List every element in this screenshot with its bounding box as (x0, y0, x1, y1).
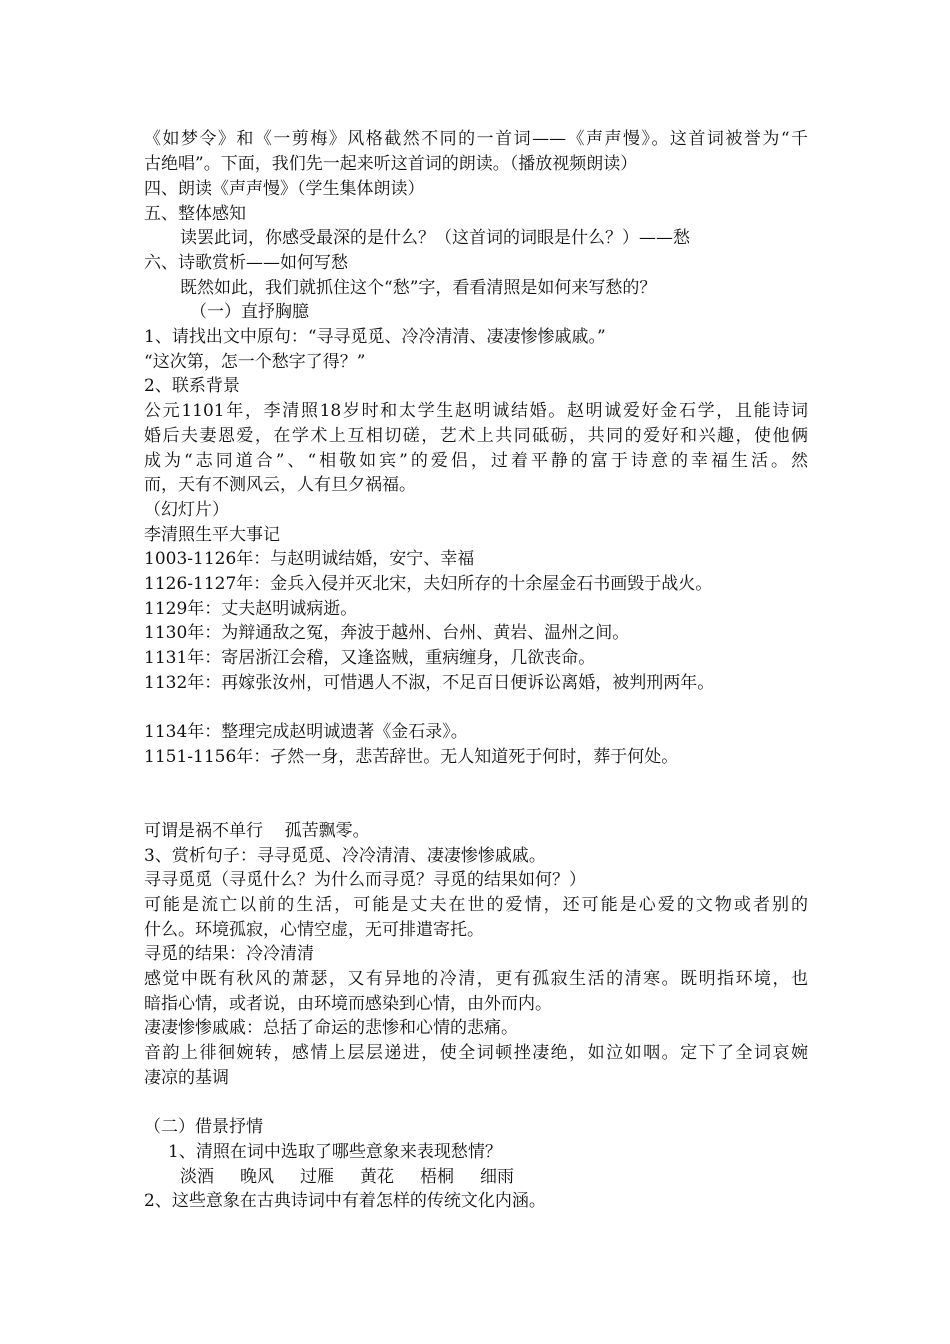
slide-label: （幻灯片） (144, 500, 229, 520)
result-answer-line-1: 感觉中既有秋风的萧瑟，又有异地的冷清，更有孤寂生活的清寒。既明指环境，也 (144, 969, 808, 989)
life-event: 1151-1156年：孑然一身，悲苦辞世。无人知道死于何时，葬于何处。 (144, 747, 679, 767)
imagery-item: 梧桐 (420, 1167, 454, 1187)
background-line-2: 婚后夫妻恩爱，在学术上互相切磋，艺术上共同砥砺，共同的爱好和兴趣，使他俩 (144, 426, 808, 446)
question-3: 3、赏析句子：寻寻觅觅、冷冷清清、凄凄惨惨戚戚。 (144, 846, 546, 866)
intro-line-2: 古绝唱”。下面，我们先一起来听这首词的朗读。（播放视频朗读） (144, 154, 638, 174)
section-6-body: 既然如此，我们就抓住这个“愁”字，看看清照是如何来写愁的？ (180, 278, 657, 298)
background-line-3: 成为“志同道合”、“相敬如宾”的爱侣，过着平静的富于诗意的幸福生活。然 (144, 451, 808, 471)
xunmi-question: 寻寻觅觅（寻觅什么？为什么而寻觅？寻觅的结果如何？） (144, 870, 586, 890)
life-event: 1130年：为辩通敌之冤，奔波于越州、台州、黄岩、温州之间。 (144, 623, 630, 643)
qiqi-line: 凄凄惨惨戚戚：总括了命运的悲惨和心情的悲痛。 (144, 1018, 518, 1038)
background-line-4: 而，天有不测风云，人有旦夕祸福。 (144, 475, 416, 495)
imagery-item: 过雁 (300, 1167, 334, 1187)
section-6-heading: 六、诗歌赏析——如何写愁 (144, 253, 348, 273)
subsection-1-heading: （一）直抒胸臆 (190, 302, 309, 322)
imagery-list (180, 1165, 540, 1189)
question-5: 2、这些意象在古典诗词中有着怎样的传统文化内涵。 (144, 1191, 546, 1211)
yinyun-line-1: 音韵上徘徊婉转，感情上层层递进，使全词顿挫凄绝，如泣如咽。定下了全词哀婉 (144, 1043, 808, 1063)
section-4-heading: 四、朗读《声声慢》（学生集体朗读） (144, 179, 425, 199)
question-2: 2、联系背景 (144, 376, 240, 396)
life-event: 1134年：整理完成赵明诚遗著《金石录》。 (144, 722, 468, 742)
question-1-quote: “这次第，怎一个愁字了得？” (144, 352, 366, 372)
xunmi-answer-line-2: 什么。环境孤寂，心情空虚，无可排遣寄托。 (144, 920, 484, 940)
question-4: 1、清照在词中选取了哪些意象来表现愁情？ (168, 1142, 502, 1162)
background-line-1: 公元1101年，李清照18岁时和太学生赵明诚结婚。赵明诚爱好金石学，且能诗词 (144, 401, 808, 421)
section-5-heading: 五、整体感知 (144, 204, 246, 224)
yinyun-line-2: 凄凉的基调 (144, 1068, 229, 1088)
imagery-item: 淡酒 (180, 1167, 214, 1187)
life-event: 1126-1127年：金兵入侵并灭北宋，夫妇所存的十余屋金石书画毁于战火。 (144, 574, 713, 594)
intro-line-1: 《如梦令》和《一剪梅》风格截然不同的一首词——《声声慢》。这首词被誉为“千 (144, 129, 808, 149)
life-events-title: 李清照生平大事记 (144, 525, 280, 545)
subsection-2-heading: （二）借景抒情 (144, 1117, 263, 1137)
life-event: 1132年：再嫁张汝州，可惜遇人不淑，不足百日便诉讼离婚，被判刑两年。 (144, 673, 715, 693)
result-answer-line-2: 暗指心情，或者说，由环境而感染到心情，由外而内。 (144, 994, 552, 1014)
result-heading: 寻觅的结果：冷冷清清 (144, 944, 314, 964)
imagery-item: 细雨 (480, 1167, 514, 1187)
section-5-body: 读罢此词，你感受最深的是什么？（这首词的词眼是什么？）——愁 (180, 228, 690, 248)
life-event: 1003-1126年：与赵明诚结婚，安宁、幸福 (144, 549, 475, 569)
summary-line: 可谓是祸不单行 孤苦飘零。 (144, 821, 370, 841)
question-1: 1、请找出文中原句：“寻寻觅觅、冷冷清清、凄凄惨惨戚戚。” (144, 327, 606, 347)
imagery-item: 晚风 (240, 1167, 274, 1187)
life-event: 1129年：丈夫赵明诚病逝。 (144, 599, 358, 619)
imagery-item: 黄花 (360, 1167, 394, 1187)
xunmi-answer-line-1: 可能是流亡以前的生活，可能是丈夫在世的爱情，还可能是心爱的文物或者别的 (144, 895, 808, 915)
life-event: 1131年：寄居浙江会稽，又逢盗贼，重病缠身，几欲丧命。 (144, 648, 596, 668)
